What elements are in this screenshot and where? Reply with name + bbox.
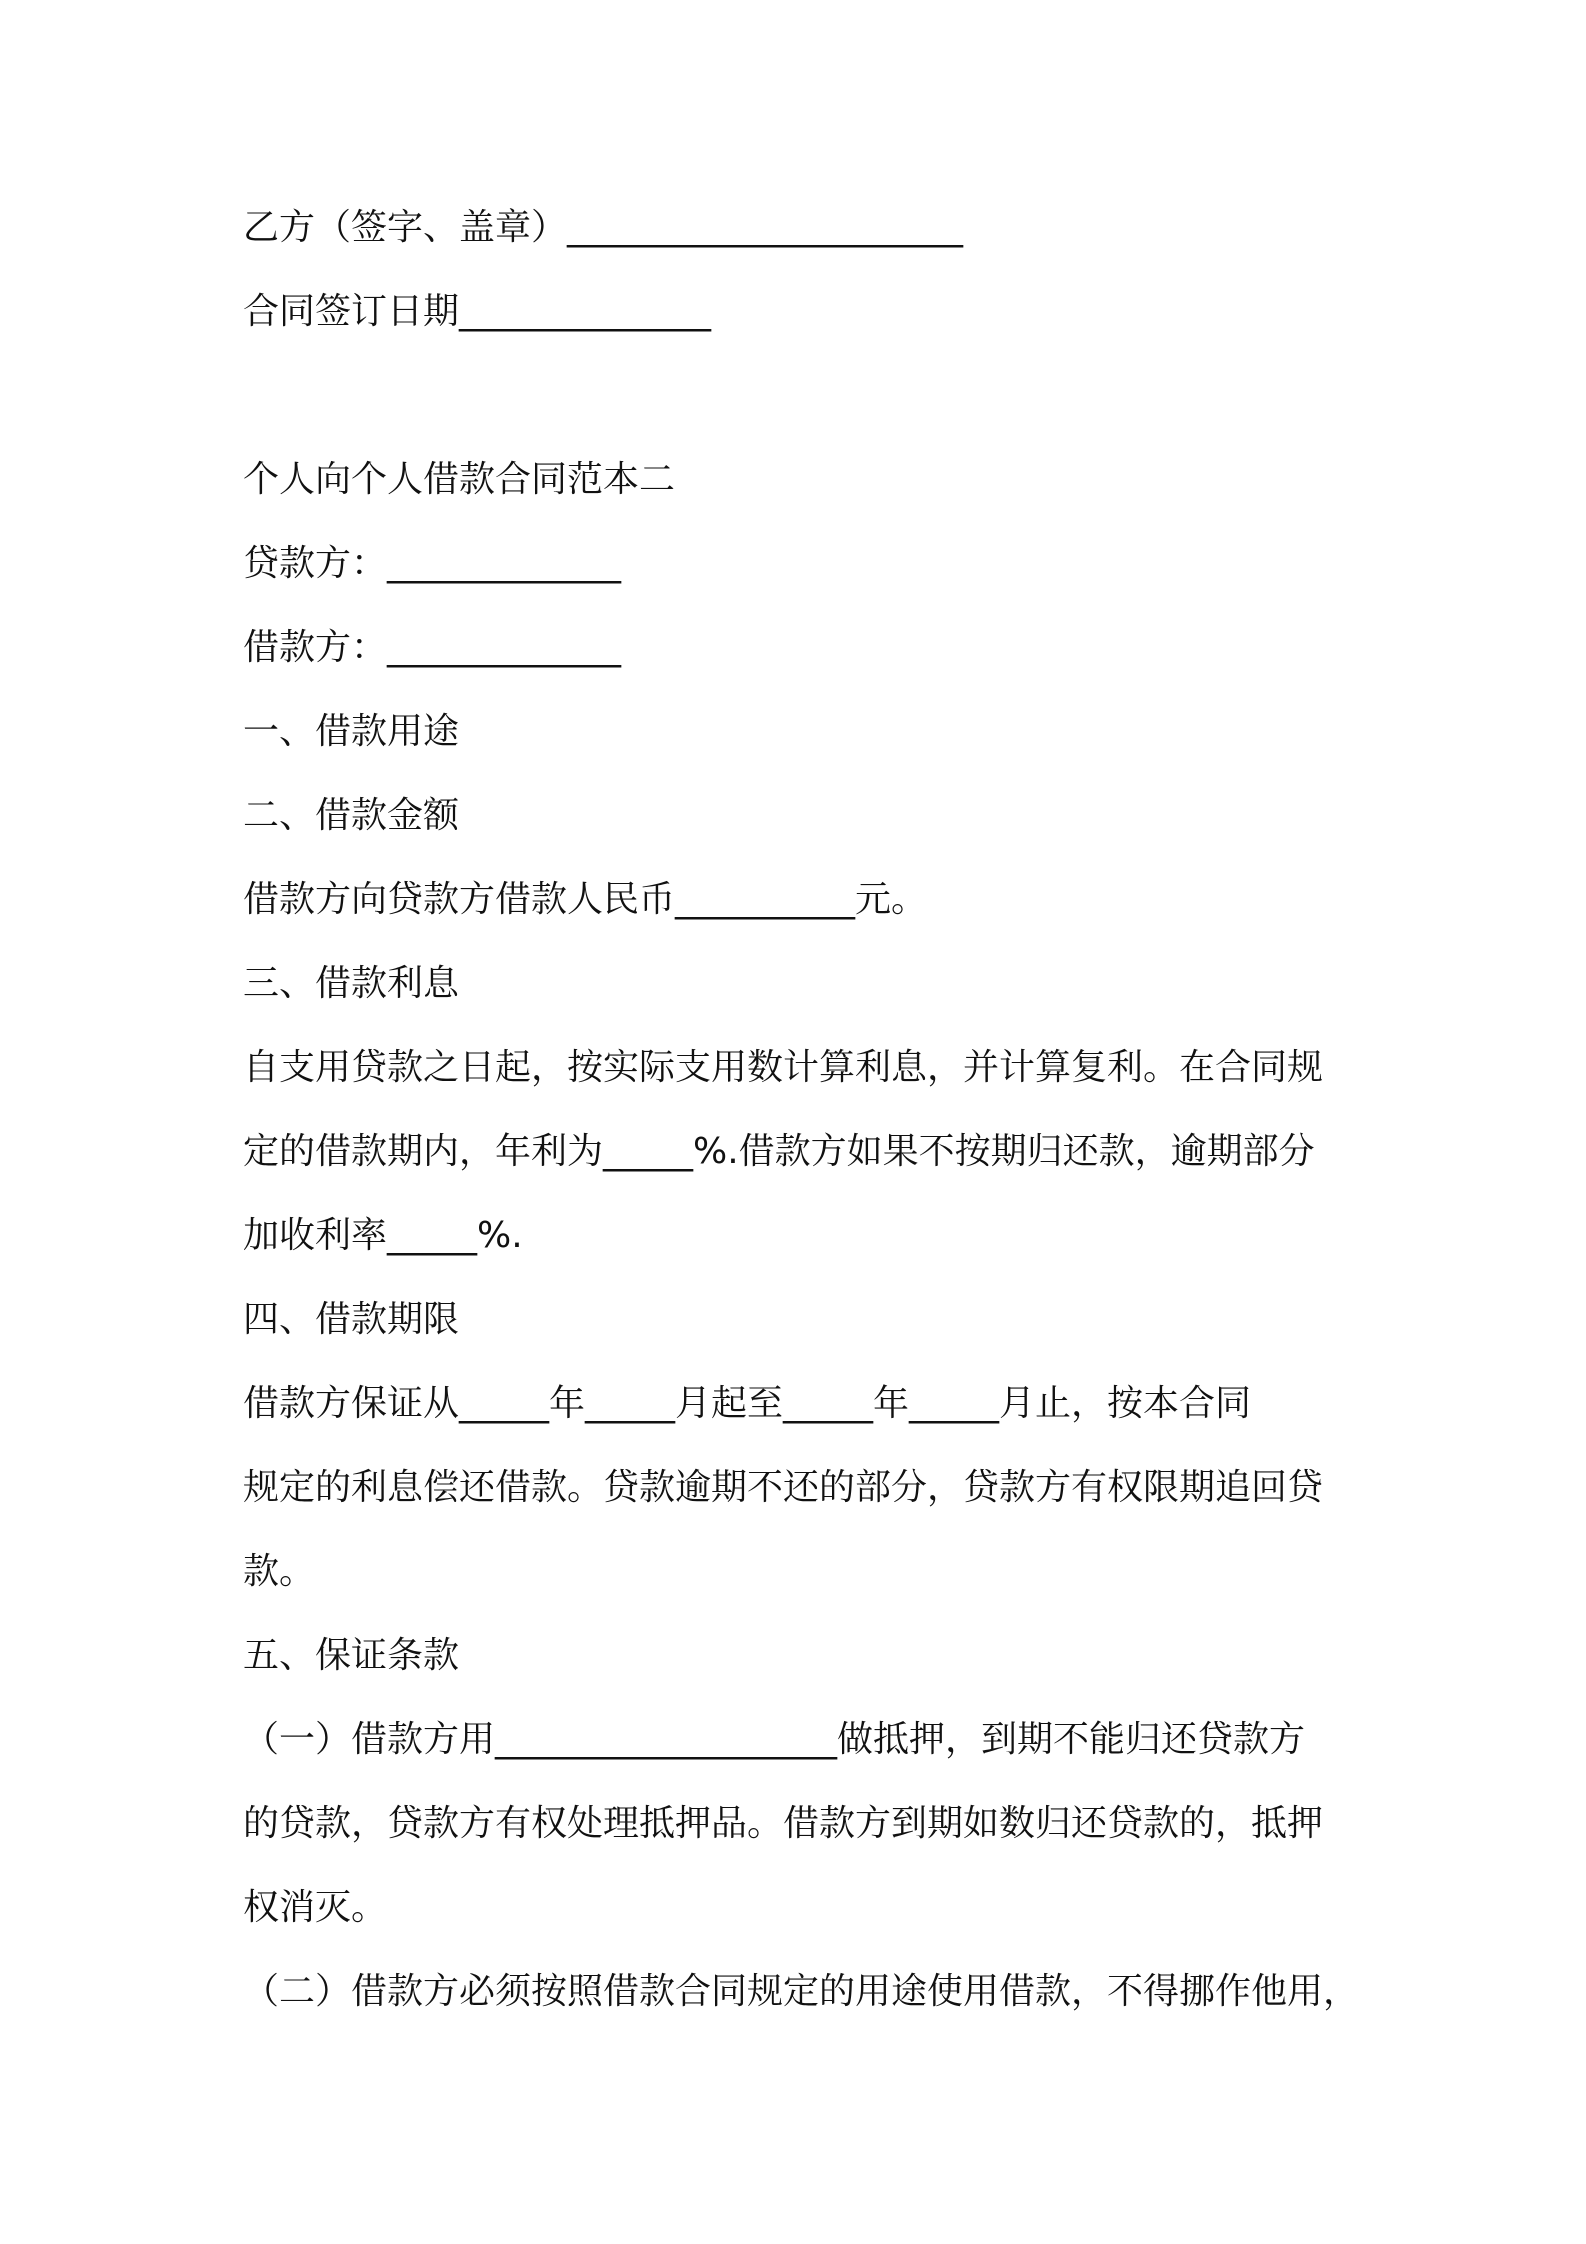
interest-paragraph-line-3: 加收利率_____%.	[243, 1215, 523, 1256]
document-title: 个人向个人借款合同范本二	[243, 459, 676, 500]
term-paragraph-line-1: 借款方保证从_____年_____月起至_____年_____月止，按本合同	[243, 1383, 1252, 1424]
lender-line: 贷款方：_____________	[243, 543, 622, 584]
term-paragraph-line-2: 规定的利息偿还借款。贷款逾期不还的部分，贷款方有权限期追回贷	[243, 1467, 1324, 1508]
section-heading-guarantee: 五、保证条款	[243, 1635, 460, 1676]
section-heading-purpose: 一、借款用途	[243, 711, 460, 752]
amount-paragraph: 借款方向贷款方借款人民币__________元。	[243, 879, 928, 920]
term-paragraph-line-3: 款。	[243, 1551, 316, 1592]
guarantee-paragraph-2-line-1: （二）借款方必须按照借款合同规定的用途使用借款，不得挪作他用，	[243, 1971, 1360, 2012]
section-heading-term: 四、借款期限	[243, 1299, 460, 1340]
interest-paragraph-line-1: 自支用贷款之日起，按实际支用数计算利息，并计算复利。在合同规	[243, 1047, 1324, 1088]
guarantee-paragraph-1-line-1: （一）借款方用___________________做抵押，到期不能归还贷款方	[243, 1719, 1306, 1760]
guarantee-paragraph-1-line-3: 权消灭。	[243, 1887, 388, 1928]
section-heading-amount: 二、借款金额	[243, 795, 460, 836]
guarantee-paragraph-1-line-2: 的贷款，贷款方有权处理抵押品。借款方到期如数归还贷款的，抵押	[243, 1803, 1324, 1844]
contract-date-line: 合同签订日期______________	[243, 291, 712, 332]
borrower-line: 借款方：_____________	[243, 627, 622, 668]
interest-paragraph-line-2: 定的借款期内，年利为_____%.借款方如果不按期归还款，逾期部分	[243, 1131, 1315, 1172]
section-heading-interest: 三、借款利息	[243, 963, 460, 1004]
party-b-signature-line: 乙方（签字、盖章）______________________	[243, 207, 964, 248]
